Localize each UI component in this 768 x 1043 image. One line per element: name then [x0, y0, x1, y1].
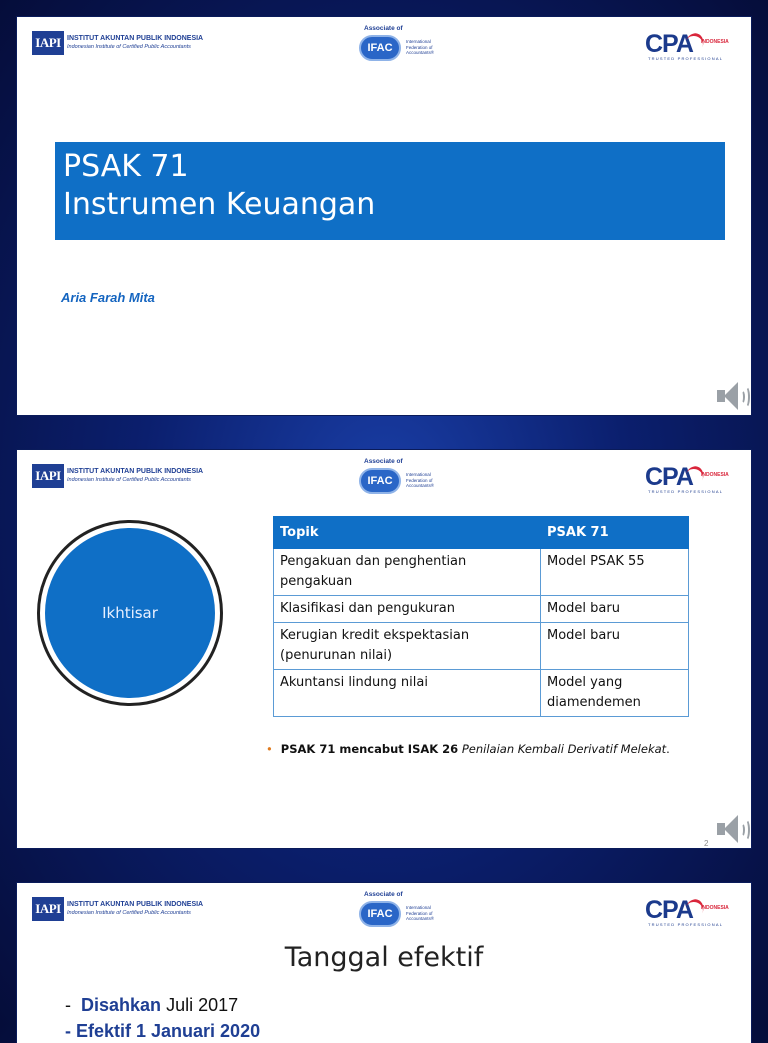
iapi-subtitle: Indonesian Institute of Certified Public Accountants: [67, 477, 191, 483]
bullet-bold-text: PSAK 71 mencabut ISAK 26: [280, 742, 459, 756]
ifac-logo: [359, 458, 449, 498]
title-line-1: PSAK 71: [63, 149, 189, 184]
ifac-associate-label: Associate of: [364, 458, 403, 465]
cpa-tagline: TRUSTED PROFESSIONAL: [648, 56, 724, 61]
ifac-logo: [359, 891, 449, 931]
ifac-federation-label: International Federation of Accountants®: [406, 39, 435, 55]
table-header-cell: PSAK 71: [541, 517, 689, 549]
table-header-row: [274, 517, 689, 549]
table-cell: Klasifikasi dan pengukuran: [274, 596, 541, 623]
cpa-logo-text: CPA: [645, 463, 693, 491]
cpa-indonesia-logo: [645, 31, 735, 63]
cpa-indonesia-text: INDONESIA: [701, 905, 729, 911]
table-cell: Kerugian kredit ekspektasian (penurunan nilai): [274, 623, 541, 670]
iapi-subtitle: Indonesian Institute of Certified Public Accountants: [67, 44, 191, 50]
cpa-indonesia-text: INDONESIA: [701, 472, 729, 478]
slide-3: [17, 883, 751, 1043]
table-row: [274, 670, 689, 717]
list-item-partial: - Efektif 1 Januari 2020: [65, 1021, 261, 1041]
cpa-logo-text: CPA: [645, 30, 693, 58]
table-header-cell: Topik: [274, 517, 541, 549]
overview-circle-label: Ikhtisar: [102, 604, 158, 622]
list-item-value: Juli 2017: [166, 995, 239, 1015]
iapi-logo-mark: IAPI: [32, 31, 64, 55]
table-cell: Pengakuan dan penghentian pengakuan: [274, 549, 541, 596]
audio-speaker-icon[interactable]: [714, 380, 751, 414]
list-item: [65, 995, 238, 1016]
table-cell: Model yang diamendemen: [541, 670, 689, 717]
table-row: [274, 623, 689, 670]
table-row: [274, 549, 689, 596]
iapi-name: INSTITUT AKUNTAN PUBLIK INDONESIA: [67, 901, 204, 908]
ifac-federation-label: International Federation of Accountants®: [406, 472, 435, 488]
audio-speaker-icon[interactable]: [714, 813, 751, 847]
ifac-badge: IFAC: [359, 468, 401, 494]
table-cell: Model PSAK 55: [541, 549, 689, 596]
ifac-associate-label: Associate of: [364, 25, 403, 32]
iapi-subtitle: Indonesian Institute of Certified Public Accountants: [67, 910, 191, 916]
list-dash: -: [65, 995, 71, 1015]
bullet-italic-text: Penilaian Kembali Derivatif Melekat: [461, 742, 667, 756]
cpa-tagline: TRUSTED PROFESSIONAL: [648, 489, 724, 494]
iapi-name: INSTITUT AKUNTAN PUBLIK INDONESIA: [67, 468, 204, 475]
iapi-logo: [32, 31, 203, 55]
ifac-badge: IFAC: [359, 35, 401, 61]
table-cell: Model baru: [541, 623, 689, 670]
iapi-logo-mark: IAPI: [32, 464, 64, 488]
ifac-badge: IFAC: [359, 901, 401, 927]
title-line-2: Instrumen Keuangan: [63, 187, 376, 222]
iapi-logo: [32, 897, 203, 921]
cpa-logo-text: CPA: [645, 896, 693, 924]
ifac-associate-label: Associate of: [364, 891, 403, 898]
table-row: [274, 596, 689, 623]
slide-2: [17, 450, 751, 848]
table-cell: Model baru: [541, 596, 689, 623]
cpa-indonesia-text: INDONESIA: [701, 39, 729, 45]
slide-1: [17, 17, 751, 415]
iapi-name: INSTITUT AKUNTAN PUBLIK INDONESIA: [67, 35, 204, 42]
ifac-federation-label: International Federation of Accountants®: [406, 905, 435, 921]
overview-circle: [37, 520, 223, 706]
author-name: Aria Farah Mita: [61, 290, 155, 305]
list-item-label: Disahkan: [81, 995, 162, 1015]
table-cell: Akuntansi lindung nilai: [274, 670, 541, 717]
iapi-logo-mark: IAPI: [32, 897, 64, 921]
cpa-tagline: TRUSTED PROFESSIONAL: [648, 922, 724, 927]
page-number: 2: [704, 839, 709, 848]
iapi-logo: [32, 464, 203, 488]
cpa-indonesia-logo: [645, 464, 735, 496]
ifac-logo: [359, 25, 449, 65]
bullet-end: .: [666, 742, 670, 756]
cpa-indonesia-logo: [645, 897, 735, 929]
bullet-note: [266, 742, 670, 756]
title-band: [55, 142, 725, 240]
slide-title: Tanggal efektif: [284, 942, 484, 973]
bullet-dot-icon: •: [266, 742, 273, 756]
overview-table: [273, 516, 689, 717]
